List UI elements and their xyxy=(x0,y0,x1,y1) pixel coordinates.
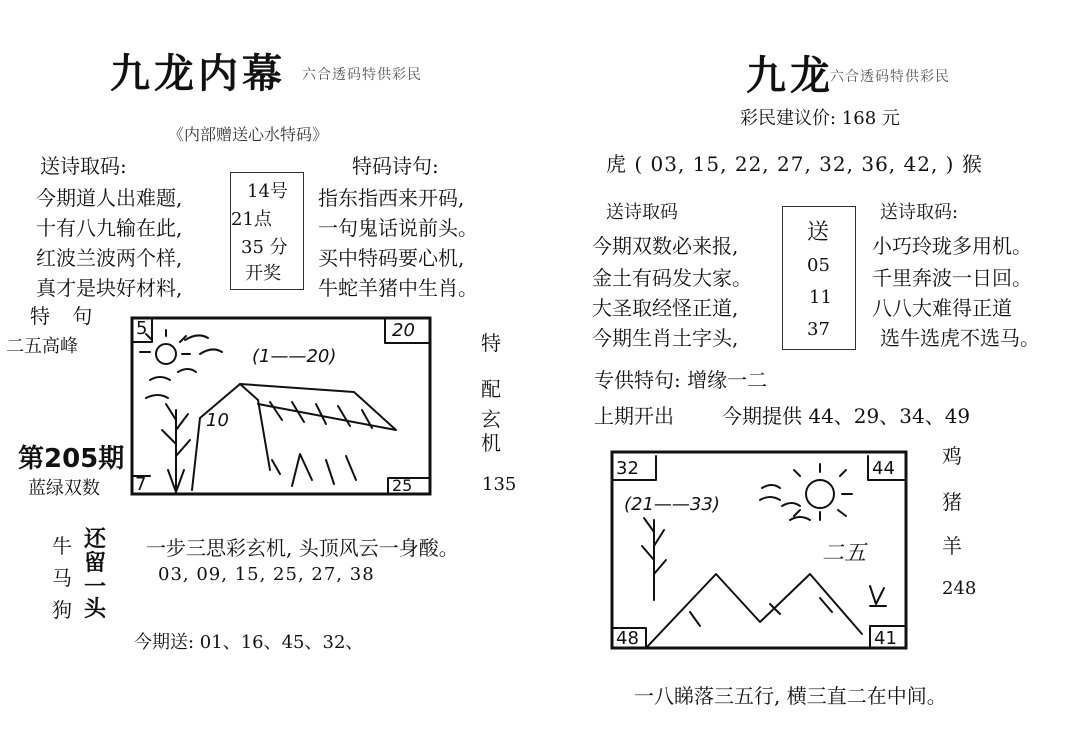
send-box-number: 37 xyxy=(807,319,830,340)
draw-box-line: 35 分 xyxy=(241,237,288,258)
poem-line: 真才是块好材料, xyxy=(36,276,183,300)
right-title: 九龙 xyxy=(746,52,834,99)
left-title: 九龙内幕 xyxy=(110,50,286,97)
side-char: 羊 xyxy=(942,534,962,558)
animal-char: 马 xyxy=(52,566,72,590)
poem-line: 八八大难得正道 xyxy=(872,296,1012,320)
corner-tl: 5 xyxy=(136,318,148,339)
corner-br: 41 xyxy=(874,628,897,649)
poem-line: 红波兰波两个样, xyxy=(36,246,183,270)
send-box-label: 送 xyxy=(807,220,830,245)
poem-line: 指东指西来开码, xyxy=(318,186,465,210)
poem-line: 一句鬼话说前头。 xyxy=(318,216,478,240)
period-label: 第205期 xyxy=(18,444,125,474)
corner-bl: 48 xyxy=(616,628,639,649)
poem-line: 今期生肖土字头, xyxy=(592,326,739,350)
side-number: 248 xyxy=(942,578,977,599)
poem-line: 选牛选虎不选马。 xyxy=(880,326,1040,350)
today-send: 今期送: 01、16、45、32、 xyxy=(134,632,364,653)
corner-br: 25 xyxy=(392,476,413,495)
sketch-number: 10 xyxy=(206,410,229,431)
poem-line: 千里奔波一日回。 xyxy=(872,266,1032,290)
corner-tl: 32 xyxy=(616,458,639,479)
corner-tr: 44 xyxy=(872,458,895,479)
right-title-sub: 六合透码特供彩民 xyxy=(830,69,950,85)
keep-char: 头 xyxy=(84,596,107,622)
left-numbers: 03, 09, 15, 25, 27, 38 xyxy=(158,564,375,585)
tejiu-value: 二五高峰 xyxy=(6,336,78,357)
poem-line: 大圣取经怪正道, xyxy=(592,296,739,320)
keep-char: 留 xyxy=(84,550,107,576)
special-line: 专供特句: 增缘一二 xyxy=(594,368,768,392)
left-slogan: 一步三思彩玄机, 头顶风云一身酸。 xyxy=(146,536,459,560)
this-issue: 今期提供 44、29、34、49 xyxy=(722,404,971,428)
draw-box-line: 21点 xyxy=(231,209,272,230)
tejiu-label: 特 句 xyxy=(30,304,101,328)
poem-line: 今期道人出难题, xyxy=(36,186,183,210)
side-char: 配 xyxy=(481,377,501,401)
side-char: 鸡 xyxy=(942,444,962,468)
poem-line: 买中特码要心机, xyxy=(318,246,465,270)
poem-line: 金土有码发大家。 xyxy=(592,266,752,290)
side-char: 玄 xyxy=(481,407,501,431)
left-subtitle: 《内部赠送心水特码》 xyxy=(168,125,329,144)
keep-char: 还 xyxy=(84,526,107,552)
poem-line: 牛蛇羊猪中生肖。 xyxy=(318,276,478,300)
side-char: 特 xyxy=(481,331,501,355)
draw-box-line: 14号 xyxy=(247,181,288,202)
send-box-number: 11 xyxy=(809,287,832,308)
keep-char: 一 xyxy=(84,574,107,600)
right-poem-heading-2: 送诗取码: xyxy=(880,202,959,223)
color-hint: 蓝绿双数 xyxy=(28,478,100,499)
poem-line: 十有八九输在此, xyxy=(36,216,183,240)
last-issue: 上期开出 xyxy=(594,404,674,428)
poem-line: 小巧玲珑多用机。 xyxy=(872,234,1032,258)
side-char: 机 xyxy=(481,431,501,455)
left-poem-heading: 送诗取码: xyxy=(40,154,127,178)
side-char: 猪 xyxy=(942,490,962,514)
sketch-range: (21——33) xyxy=(624,494,720,515)
left-title-sub: 六合透码特供彩民 xyxy=(302,67,422,83)
tiger-line: 虎 ( 03, 15, 22, 27, 32, 36, 42, ) 猴 xyxy=(606,152,983,176)
animal-char: 狗 xyxy=(52,598,72,622)
right-poem-heading: 送诗取码 xyxy=(606,202,678,223)
side-number: 135 xyxy=(482,474,517,495)
poem-line: 今期双数必来报, xyxy=(592,234,739,258)
left-code-heading: 特码诗句: xyxy=(352,154,439,178)
bottom-line: 一八睇落三五行, 横三直二在中间。 xyxy=(634,684,947,708)
send-box-number: 05 xyxy=(807,255,830,276)
corner-bl: 7 xyxy=(135,474,147,495)
sketch-range: (1——20) xyxy=(252,346,337,367)
price: 彩民建议价: 168 元 xyxy=(740,108,900,129)
sketch-text: 二五 xyxy=(822,541,867,566)
corner-tr: 20 xyxy=(392,320,415,341)
animal-char: 牛 xyxy=(52,534,72,558)
draw-box-line: 开奖 xyxy=(245,263,281,284)
